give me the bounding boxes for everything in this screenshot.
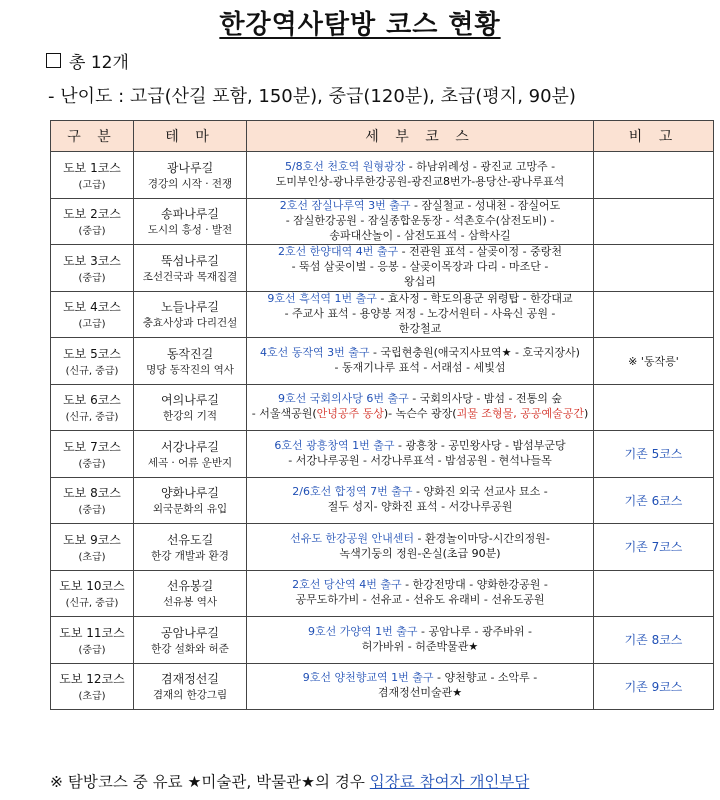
route-cell (247, 384, 594, 431)
theme-name: 선유도길 (166, 532, 214, 547)
table-row (51, 384, 714, 431)
footer-text: ※ 탐방코스 중 유료 ★미술관, 박물관★의 경우 (50, 773, 370, 791)
route-text: - 전관원 표석 - 살곶이정 - 중랑천 (398, 245, 563, 259)
total-label: 총 12개 (69, 53, 129, 73)
route-text: 공무도하가비 - 선유교 - 선유도 유래비 - 선유도공원 (295, 593, 545, 607)
route-text: 녹색기둥의 정원-온실(초급 90분) (339, 546, 501, 560)
footer-note (50, 770, 529, 792)
theme-cell (134, 198, 247, 245)
route-text: 도미부인상-광나루한강공원-광진교8번가-용당산-광나루표석 (275, 174, 565, 188)
course-cell (51, 338, 134, 385)
note-cell (594, 291, 714, 338)
route-start: 2호선 잠실나루역 3번 출구 (279, 198, 411, 212)
theme-cell (134, 570, 247, 617)
course-level: (중급) (78, 458, 106, 470)
theme-name: 공암나루길 (161, 625, 219, 640)
route-text: 한강철교 (398, 321, 442, 335)
course-cell (51, 198, 134, 245)
route-start: 4호선 동작역 3번 출구 (260, 345, 370, 359)
course-name: 도보 1코스 (63, 160, 121, 175)
course-cell (51, 431, 134, 478)
theme-name: 양화나루길 (161, 486, 219, 501)
route-text: - 하남위례성 - 광진교 고망주 - (405, 159, 556, 173)
table-row (51, 617, 714, 664)
note-text: 기존 7코스 (624, 540, 683, 555)
table-row (51, 524, 714, 571)
theme-subtitle: 겸재의 한강그림 (152, 689, 228, 702)
course-name: 도보 4코스 (63, 300, 121, 315)
theme-subtitle: 한강 설화와 허준 (151, 642, 229, 655)
course-cell (51, 663, 134, 710)
route-text: - 공암나루 - 광주바위 - (417, 624, 532, 638)
route-text: - 서강나루공원 - 서강나루표석 - 밤섬공원 - 현석나들목 (288, 453, 552, 467)
header-theme: 테 마 (134, 121, 247, 152)
theme-subtitle: 한강의 기적 (162, 410, 218, 423)
note-cell (594, 524, 714, 571)
route-text: - 뚝섬 살곶이벌 - 응봉 - 살곶이목장과 다리 - 마조단 - (291, 260, 549, 274)
table-body (51, 152, 714, 710)
table-row (51, 477, 714, 524)
theme-name: 송파나루길 (161, 207, 219, 222)
course-level: (중급) (78, 272, 106, 284)
route-cell (247, 291, 594, 338)
difficulty-note: - 난이도 : 고급(산길 포함, 150분), 중급(120분), 초급(평지, 90분) (48, 86, 576, 107)
theme-cell (134, 152, 247, 199)
route-text: - 잠실철교 - 성내천 - 잠실어도 (410, 198, 561, 212)
note-text: 기존 9코스 (624, 679, 683, 694)
course-cell (51, 384, 134, 431)
theme-cell (134, 384, 247, 431)
theme-subtitle: 한강 개발과 환경 (151, 549, 229, 562)
theme-subtitle: 외국문화의 유입 (152, 503, 228, 516)
theme-name: 광나루길 (166, 160, 214, 175)
course-level: (중급) (78, 226, 106, 238)
table-row (51, 152, 714, 199)
note-cell (594, 245, 714, 292)
theme-name: 뚝섬나루길 (161, 253, 219, 268)
course-name: 도보 12코스 (59, 672, 125, 687)
route-text: 절두 성지- 양화진 표석 - 서강나루공원 (327, 500, 513, 514)
route-start: 6호선 광흥창역 1번 출구 (274, 438, 395, 452)
route-cell (247, 524, 594, 571)
theme-subtitle: 도시의 흥성 · 발전 (147, 224, 233, 237)
course-level: (신규, 중급) (65, 412, 119, 424)
course-level: (신규, 중급) (65, 365, 119, 377)
route-text: - 양천향교 - 소악루 - (433, 671, 538, 685)
route-highlight: 안녕공주 동상 (316, 407, 384, 421)
checkbox-icon (46, 53, 61, 68)
theme-name: 여의나루길 (161, 393, 219, 408)
course-level: (중급) (78, 505, 106, 517)
theme-subtitle: 조선건국과 목재집결 (142, 270, 238, 283)
route-text: - 환경놀이마당-시간의정원- (414, 531, 550, 545)
course-cell (51, 617, 134, 664)
route-cell (247, 431, 594, 478)
route-start: 2/6호선 합정역 7번 출구 (292, 485, 413, 499)
route-cell (247, 477, 594, 524)
route-start: 5/8호선 천호역 원형광장 (284, 159, 406, 173)
route-text: - 국립현충원(애국지사묘역★ - 호국지장사) (369, 345, 580, 359)
course-level: (중급) (78, 644, 106, 656)
note-cell (594, 431, 714, 478)
theme-cell (134, 338, 247, 385)
table-row (51, 431, 714, 478)
table-row (51, 245, 714, 292)
course-name: 도보 8코스 (63, 486, 121, 501)
route-text: - 효사정 - 학도의용군 위령탑 - 한강대교 (376, 291, 573, 305)
route-highlight: 괴물 조형물, 공공예술공간 (456, 407, 584, 421)
route-cell (247, 338, 594, 385)
route-text: ) (583, 407, 589, 421)
theme-name: 겸재정선길 (161, 672, 219, 687)
header-note: 비 고 (594, 121, 714, 152)
course-name: 도보 7코스 (63, 439, 121, 454)
table-row (51, 570, 714, 617)
header-category: 구 분 (51, 121, 134, 152)
route-text: - 양화진 외국 선교사 묘소 - (412, 485, 548, 499)
course-name: 도보 3코스 (63, 253, 121, 268)
theme-name: 노들나루길 (161, 300, 219, 315)
table-row (51, 291, 714, 338)
note-cell (594, 617, 714, 664)
route-text: )- 녹슨수 광장( (383, 407, 457, 421)
route-start: 선유도 한강공원 안내센터 (290, 531, 415, 545)
theme-cell (134, 617, 247, 664)
route-cell (247, 198, 594, 245)
route-text: - 한강전망대 - 양화한강공원 - (401, 578, 548, 592)
route-start: 9호선 국회의사당 6번 출구 (277, 392, 409, 406)
route-cell (247, 570, 594, 617)
theme-cell (134, 663, 247, 710)
header-route: 세 부 코 스 (247, 121, 594, 152)
note-cell (594, 663, 714, 710)
route-cell (247, 152, 594, 199)
course-name: 도보 10코스 (59, 579, 125, 594)
note-cell (594, 338, 714, 385)
course-cell (51, 524, 134, 571)
course-level: (고급) (78, 179, 106, 191)
route-text: - 국회의사당 - 밤섬 - 전통의 숲 (408, 392, 563, 406)
theme-subtitle: 경강의 시작 · 전쟁 (147, 177, 233, 190)
route-text: - 동재기나루 표석 - 서래섬 - 세빛섬 (334, 360, 506, 374)
theme-subtitle: 명당 동작진의 역사 (146, 363, 234, 376)
theme-subtitle: 세곡 · 어류 운반지 (147, 456, 233, 469)
theme-name: 서강나루길 (161, 439, 219, 454)
theme-subtitle: 선유봉 역사 (162, 596, 218, 609)
theme-subtitle: 충효사상과 다리건설 (142, 317, 238, 330)
route-text: - 잠실한강공원 - 잠실종합운동장 - 석촌호수(삼전도비) - (285, 213, 555, 227)
course-cell (51, 570, 134, 617)
route-text: 겸재정선미술관★ (377, 686, 463, 700)
course-name: 도보 5코스 (63, 346, 121, 361)
course-name: 도보 11코스 (59, 625, 125, 640)
note-cell (594, 570, 714, 617)
theme-name: 동작진길 (166, 346, 214, 361)
theme-cell (134, 245, 247, 292)
route-cell (247, 245, 594, 292)
course-cell (51, 152, 134, 199)
route-start: 9호선 흑석역 1번 출구 (267, 291, 377, 305)
note-cell (594, 384, 714, 431)
course-table (50, 120, 714, 710)
table-row (51, 338, 714, 385)
table-row (51, 663, 714, 710)
course-level: (초급) (78, 551, 106, 563)
route-start: 2호선 당산역 4번 출구 (292, 578, 402, 592)
note-text: ※ '동작릉' (628, 354, 679, 368)
table-row (51, 198, 714, 245)
footer-emphasis: 입장료 참여자 개인부담 (369, 773, 530, 791)
route-start: 2호선 한양대역 4번 출구 (277, 245, 399, 259)
note-cell (594, 198, 714, 245)
course-level: (고급) (78, 319, 106, 331)
theme-cell (134, 291, 247, 338)
course-cell (51, 291, 134, 338)
total-count (46, 48, 129, 73)
course-name: 도보 6코스 (63, 393, 121, 408)
route-text: 왕십리 (404, 275, 436, 289)
route-cell (247, 663, 594, 710)
course-level: (초급) (78, 691, 106, 703)
note-text: 기존 8코스 (624, 633, 683, 648)
theme-cell (134, 477, 247, 524)
course-name: 도보 2코스 (63, 207, 121, 222)
route-text: - 주교사 표석 - 용양봉 저정 - 노강서원터 - 사육신 공원 - (284, 306, 556, 320)
course-cell (51, 245, 134, 292)
note-cell (594, 477, 714, 524)
course-cell (51, 477, 134, 524)
route-cell (247, 617, 594, 664)
route-text: - 서울색공원( (251, 407, 317, 421)
note-text: 기존 5코스 (624, 447, 683, 462)
course-level: (신규, 중급) (65, 598, 119, 610)
course-name: 도보 9코스 (63, 532, 121, 547)
note-text: 기존 6코스 (624, 493, 683, 508)
route-start: 9호선 양천향교역 1번 출구 (302, 671, 434, 685)
table-header-row (51, 121, 714, 152)
page-title: 한강역사탐방 코스 현황 (219, 10, 501, 40)
note-cell (594, 152, 714, 199)
route-text: 송파대산놀이 - 삼전도표석 - 삼학사길 (329, 228, 511, 242)
theme-cell (134, 524, 247, 571)
route-text: 허가바위 - 허준박물관★ (361, 639, 479, 653)
route-start: 9호선 가양역 1번 출구 (308, 624, 418, 638)
theme-cell (134, 431, 247, 478)
theme-name: 선유봉길 (166, 579, 214, 594)
route-text: - 광흥창 - 공민왕사당 - 밤섬부군당 (394, 438, 566, 452)
